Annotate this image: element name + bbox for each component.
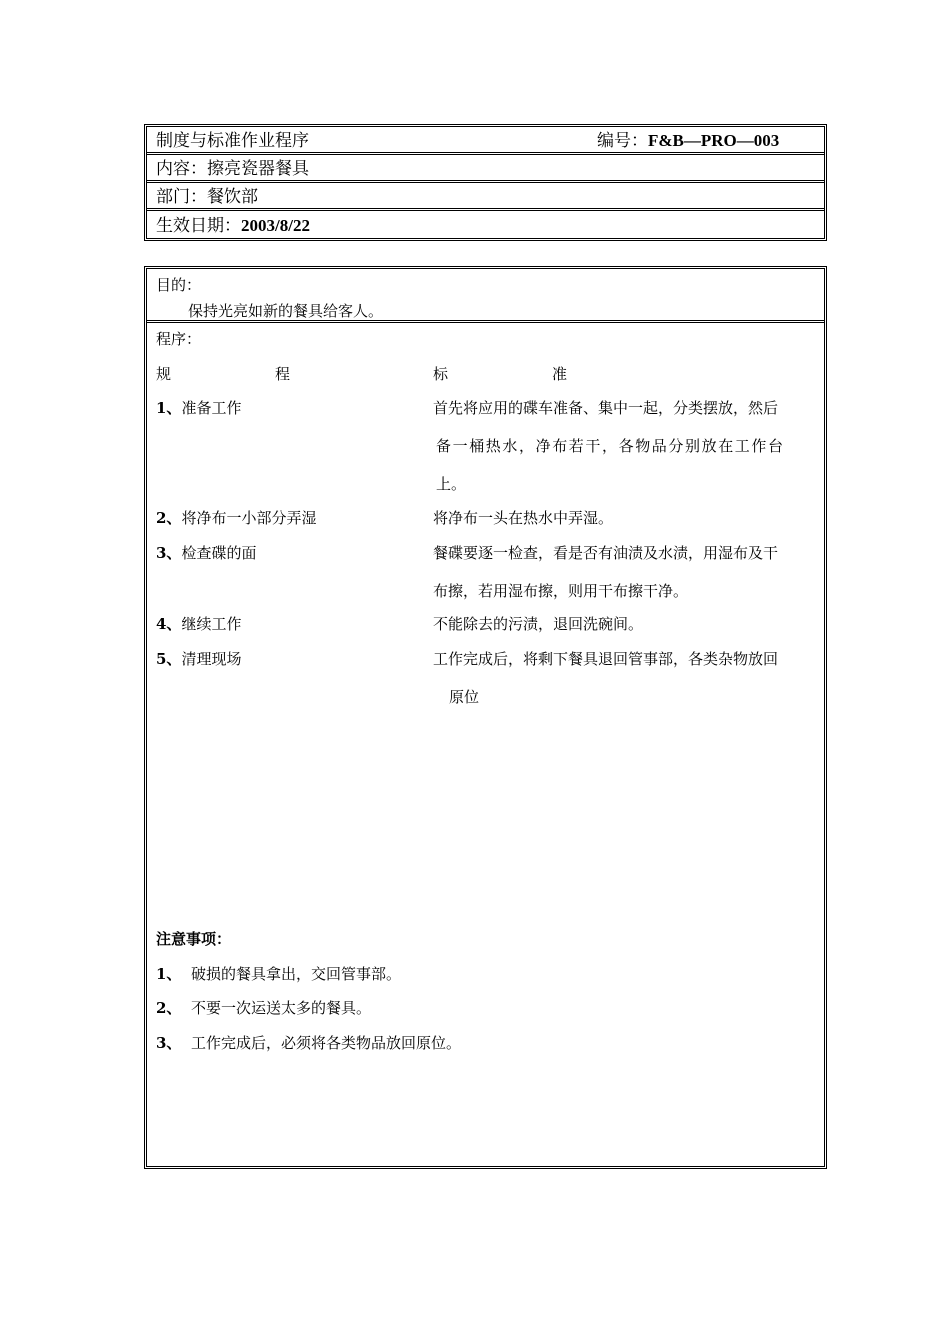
header-row-content [147, 155, 824, 183]
document-code [597, 130, 779, 152]
effective-date-field [156, 215, 310, 237]
content-field [156, 158, 309, 180]
column-header-standard: 标准 [433, 365, 567, 383]
step-5: 5、清理现场 [156, 650, 242, 668]
header-row-date [147, 212, 824, 240]
code-label: 编号： [597, 131, 648, 151]
column-header-step: 规程 [156, 365, 290, 383]
purpose-label: 目的： [156, 276, 202, 294]
procedure-table [144, 266, 827, 1169]
step-4-standard-line-1: 不能除去的污渍，退回洗碗间。 [433, 615, 644, 633]
header-table [144, 124, 827, 241]
document-title: 制度与标准作业程序 [156, 131, 309, 151]
step-1-standard-line-3: 上。 [436, 475, 467, 493]
step-2-standard-line-1: 将净布一头在热水中弄湿。 [433, 509, 614, 527]
note-item-2: 2、 不要一次运送太多的餐具。 [156, 999, 371, 1017]
department-value: 餐饮部 [207, 187, 258, 207]
date-value: 2003/8/22 [241, 216, 310, 235]
step-1: 1、准备工作 [156, 399, 242, 417]
step-3-standard-line-2: 布擦，若用湿布擦，则用干布擦干净。 [433, 582, 689, 600]
header-row-title [147, 127, 824, 155]
note-item-1: 1、 破损的餐具拿出，交回管事部。 [156, 965, 401, 983]
step-5-standard-line-1: 工作完成后，将剩下餐具退回管事部，各类杂物放回 [433, 650, 779, 668]
procedure-label: 程序： [156, 330, 202, 348]
notes-label: 注意事项： [156, 930, 232, 948]
code-value: F&B—PRO—003 [648, 131, 780, 150]
step-3-standard-line-1: 餐碟要逐一检查，看是否有油渍及水渍，用湿布及干 [433, 544, 779, 562]
step-3: 3、检查碟的面 [156, 544, 257, 562]
note-item-3: 3、 工作完成后，必须将各类物品放回原位。 [156, 1034, 461, 1052]
content-label: 内容： [156, 159, 207, 179]
date-label: 生效日期： [156, 216, 241, 236]
content-value: 擦亮瓷器餐具 [207, 159, 309, 179]
step-4: 4、继续工作 [156, 615, 242, 633]
step-5-standard-line-2: 原位 [449, 688, 480, 706]
header-row-department [147, 183, 824, 211]
step-1-standard-line-1: 首先将应用的碟车准备、集中一起，分类摆放，然后 [433, 399, 779, 417]
step-1-standard-line-2: 备一桶热水，净布若干，各物品分别放在工作台 [436, 437, 785, 455]
purpose-divider [147, 320, 824, 323]
purpose-text: 保持光亮如新的餐具给客人。 [188, 302, 384, 320]
department-label: 部门： [156, 187, 207, 207]
step-2: 2、将净布一小部分弄湿 [156, 509, 317, 527]
department-field [156, 186, 258, 208]
